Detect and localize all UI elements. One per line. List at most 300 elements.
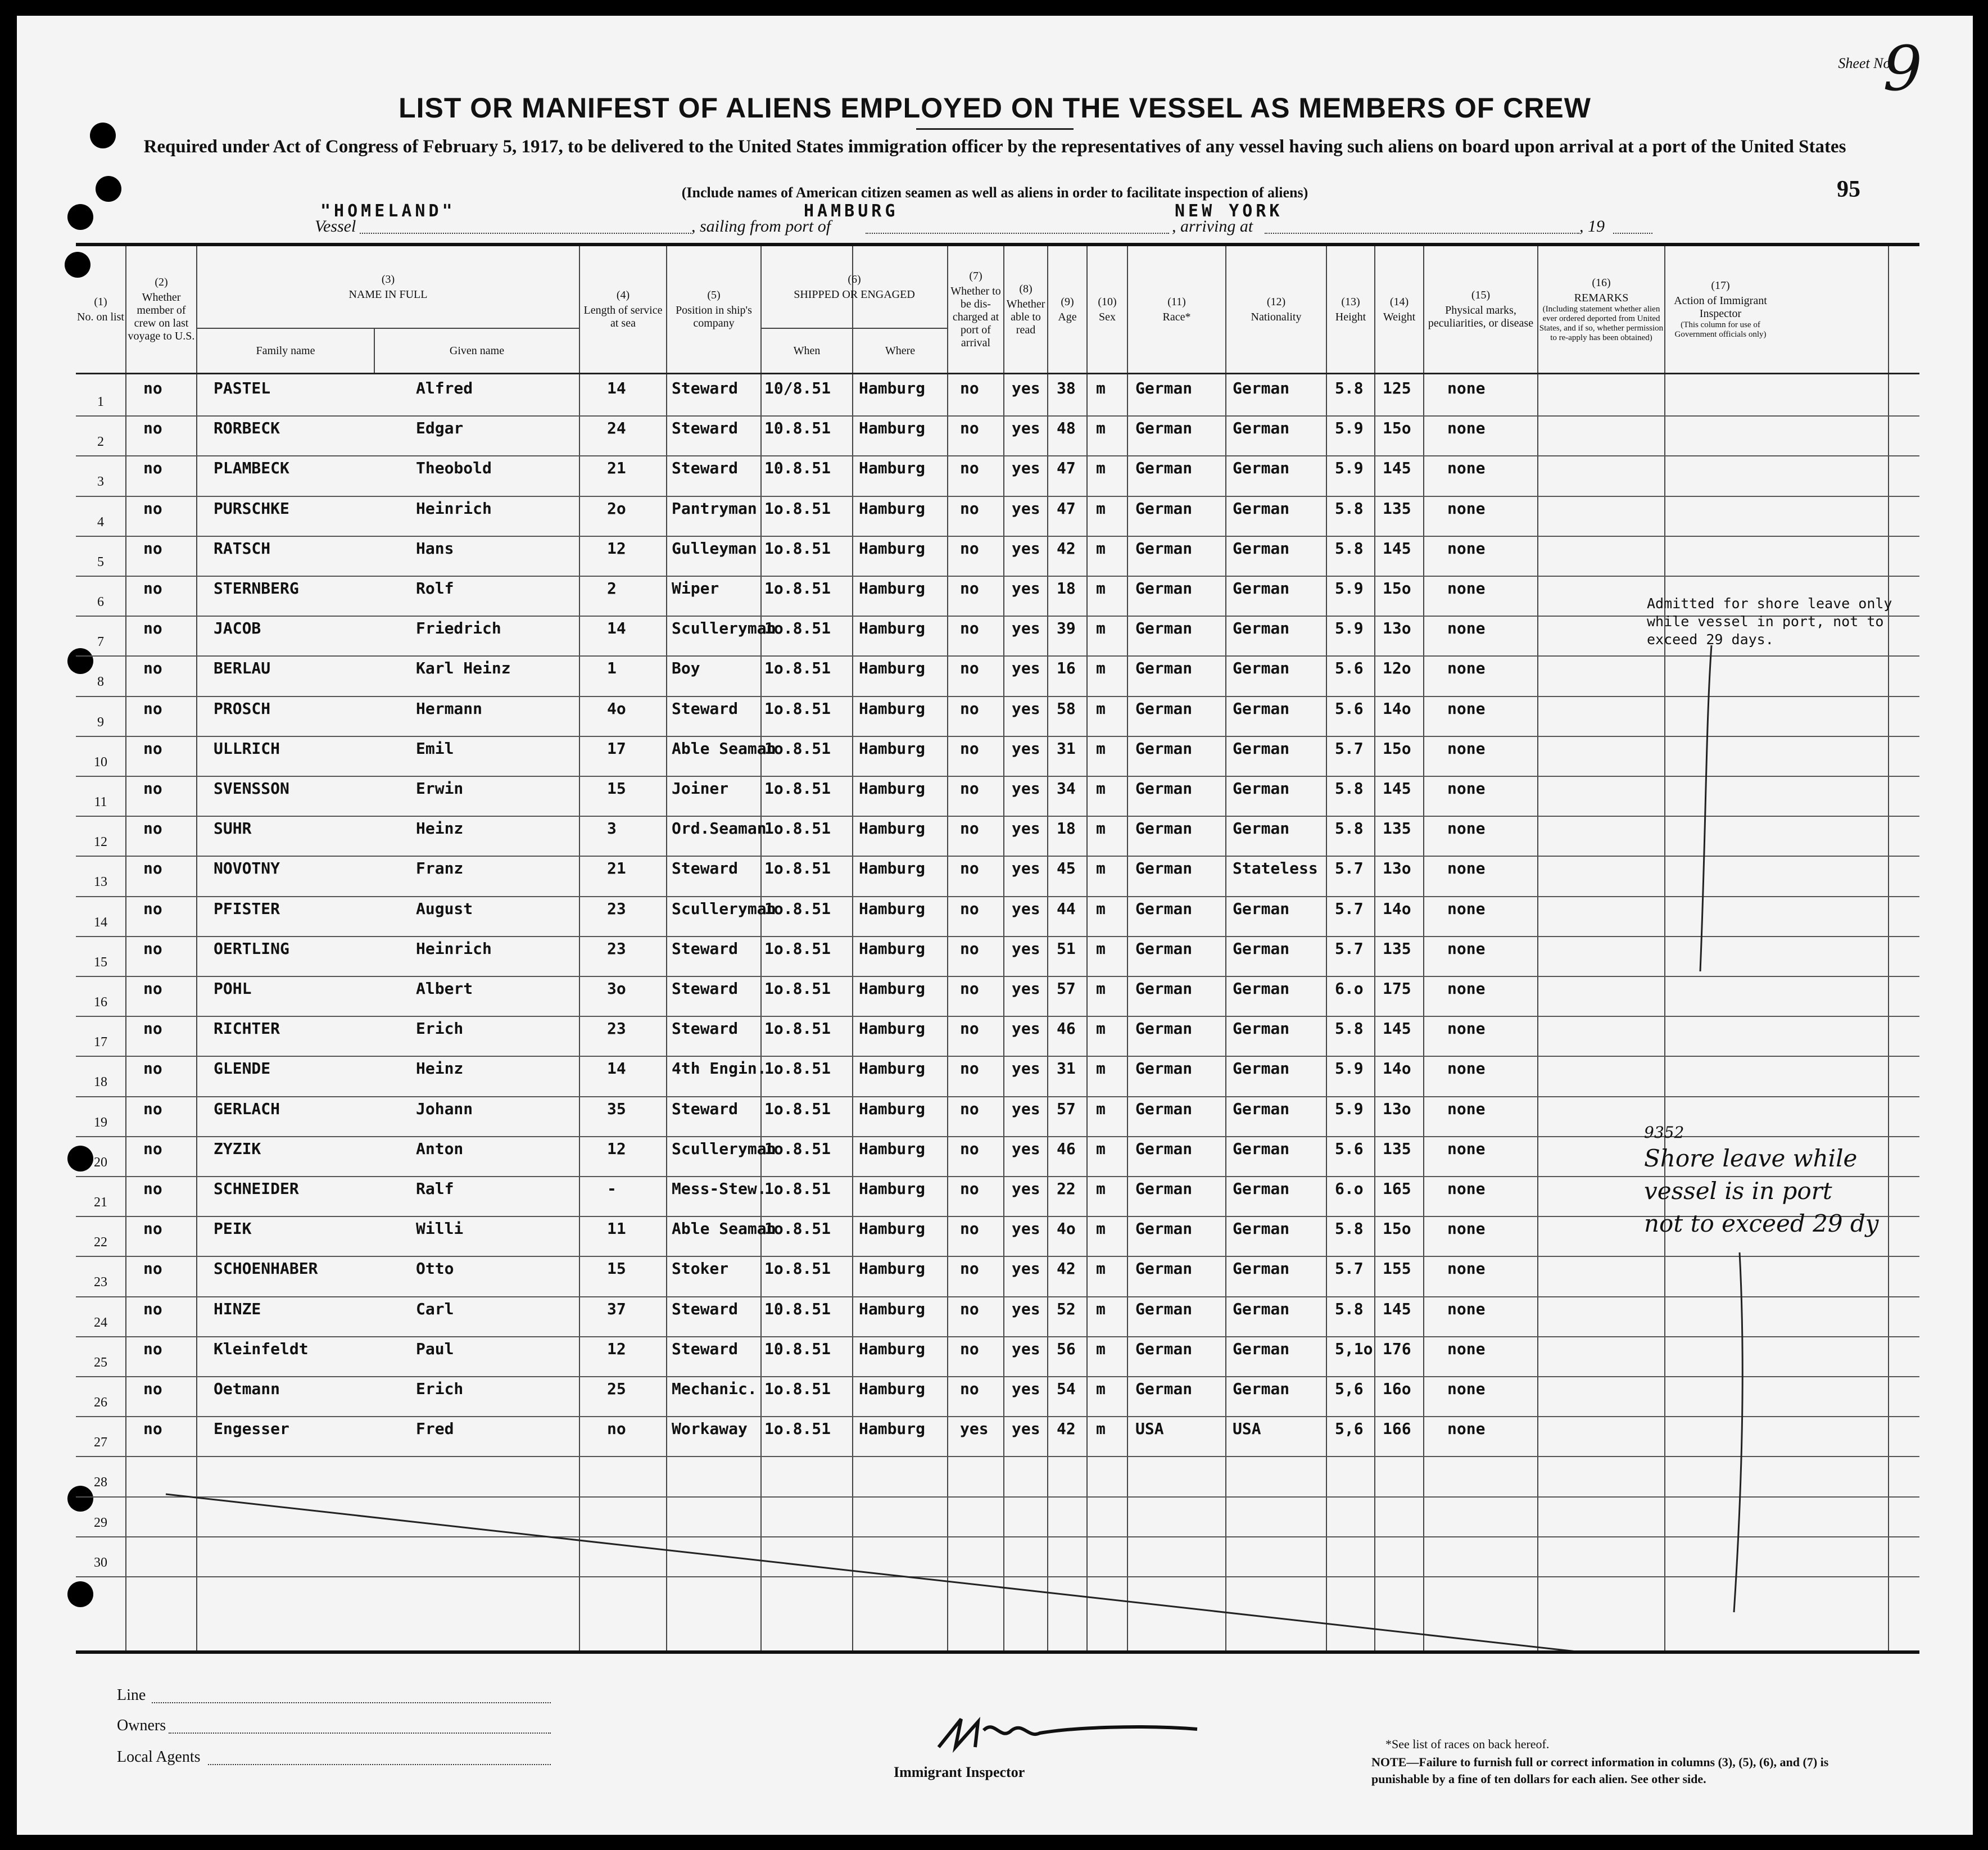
weight-cell: 12o [1383, 659, 1411, 678]
given-name-cell: Hans [416, 539, 454, 558]
weight-cell: 13o [1383, 859, 1411, 878]
vessel-line [309, 201, 1658, 235]
prev-crew-cell: no [143, 1059, 162, 1078]
row-number: 19 [94, 1115, 107, 1130]
marks-cell: none [1447, 379, 1486, 397]
read-cell: yes [1012, 819, 1040, 838]
read-cell: yes [1012, 939, 1040, 958]
shipped-where-cell: Hamburg [859, 499, 926, 518]
vessel-name: "HOMELAND" [320, 201, 456, 221]
sex-cell: m [1096, 579, 1106, 598]
shipped-where-cell: Hamburg [859, 1419, 926, 1439]
marks-cell: none [1447, 1019, 1486, 1038]
prev-crew-cell: no [143, 1139, 162, 1158]
family-name-cell: HINZE [214, 1299, 261, 1318]
race-cell: German [1135, 739, 1193, 758]
height-cell: 5.6 [1335, 659, 1364, 678]
service-cell: 11 [607, 1219, 626, 1238]
discharged-cell: no [960, 619, 979, 638]
nationality-cell: German [1233, 779, 1290, 798]
sex-cell: m [1096, 1179, 1106, 1198]
height-cell: 5,1o [1335, 1339, 1373, 1358]
service-cell: 14 [607, 1059, 626, 1078]
row-number: 15 [94, 955, 107, 970]
shipped-where-cell: Hamburg [859, 979, 926, 998]
weight-cell: 135 [1383, 1139, 1411, 1158]
age-cell: 46 [1057, 1139, 1076, 1158]
sex-cell: m [1096, 459, 1106, 478]
nationality-cell: German [1233, 1379, 1290, 1398]
weight-cell: 176 [1383, 1339, 1411, 1358]
race-cell: German [1135, 819, 1193, 838]
service-cell: - [607, 1179, 617, 1198]
race-cell: German [1135, 579, 1193, 598]
family-name-cell: BERLAU [214, 659, 271, 678]
height-cell: 5.7 [1335, 1259, 1364, 1278]
age-cell: 4o [1057, 1219, 1076, 1238]
weight-cell: 135 [1383, 939, 1411, 958]
header-read: (8) Whether able to read [1006, 282, 1045, 336]
race-cell: German [1135, 779, 1193, 798]
nationality-cell: German [1233, 1099, 1290, 1118]
height-cell: 6.o [1335, 979, 1364, 998]
read-cell: yes [1012, 699, 1040, 718]
header-name: (3) NAME IN FULL [348, 273, 428, 301]
race-cell: German [1135, 1339, 1193, 1358]
marks-cell: none [1447, 419, 1486, 438]
vessel-label: Vessel [315, 217, 356, 236]
prev-crew-cell: no [143, 699, 162, 718]
shipped-where-cell: Hamburg [859, 539, 926, 558]
shipped-where-cell: Hamburg [859, 1139, 926, 1158]
marks-cell: none [1447, 1339, 1486, 1358]
sex-cell: m [1096, 859, 1106, 878]
age-cell: 45 [1057, 859, 1076, 878]
weight-cell: 145 [1383, 1299, 1411, 1318]
row-number: 12 [94, 835, 107, 850]
prev-crew-cell: no [143, 419, 162, 438]
shipped-where-cell: Hamburg [859, 1099, 926, 1118]
title-rule [916, 128, 1074, 130]
discharged-cell: no [960, 1339, 979, 1358]
shipped-when-cell: 1o.8.51 [764, 659, 831, 678]
family-name-cell: ZYZIK [214, 1139, 261, 1158]
given-name-cell: Heinz [416, 819, 464, 838]
weight-cell: 15o [1383, 579, 1411, 598]
given-name-cell: Theobold [416, 459, 492, 478]
service-cell: 3 [607, 819, 617, 838]
shipped-where-cell: Hamburg [859, 1299, 926, 1318]
row-number: 25 [94, 1355, 107, 1370]
discharged-cell: no [960, 1259, 979, 1278]
read-cell: yes [1012, 499, 1040, 518]
family-name-cell: Engesser [214, 1419, 289, 1439]
read-cell: yes [1012, 539, 1040, 558]
height-cell: 5.9 [1335, 619, 1364, 638]
shipped-when-cell: 1o.8.51 [764, 699, 831, 718]
age-cell: 57 [1057, 1099, 1076, 1118]
sex-cell: m [1096, 1379, 1106, 1398]
header-nationality: (12) Nationality [1251, 295, 1302, 323]
nationality-cell: German [1233, 699, 1290, 718]
weight-cell: 16o [1383, 1379, 1411, 1398]
position-cell: Ord.Seaman [672, 819, 767, 838]
manifest-subtitle: Required under Act of Congress of February 5, 1917, to be delivered to the United States immigration officer by the representatives of any vessel having such aliens on board upon arrival at a port of the United States [143, 137, 1846, 157]
age-cell: 18 [1057, 579, 1076, 598]
row-number: 10 [94, 754, 107, 770]
service-cell: 35 [607, 1099, 626, 1118]
race-cell: German [1135, 979, 1193, 998]
sex-cell: m [1096, 379, 1106, 397]
sailing-label: , sailing from port of [691, 217, 831, 236]
discharged-cell: no [960, 1379, 979, 1398]
height-cell: 5.6 [1335, 699, 1364, 718]
header-family-name: Family name [256, 344, 315, 357]
family-name-cell: POHL [214, 979, 252, 998]
shipped-when-cell: 1o.8.51 [764, 939, 831, 958]
weight-cell: 15o [1383, 1219, 1411, 1238]
age-cell: 46 [1057, 1019, 1076, 1038]
shipped-where-cell: Hamburg [859, 699, 926, 718]
shipped-when-cell: 1o.8.51 [764, 499, 831, 518]
discharged-cell: no [960, 779, 979, 798]
prev-crew-cell: no [143, 539, 162, 558]
row-number: 14 [94, 915, 107, 930]
discharged-cell: no [960, 739, 979, 758]
height-cell: 5.8 [1335, 1299, 1364, 1318]
age-cell: 34 [1057, 779, 1076, 798]
read-cell: yes [1012, 859, 1040, 878]
read-cell: yes [1012, 579, 1040, 598]
shipped-where-cell: Hamburg [859, 1019, 926, 1038]
nationality-cell: German [1233, 899, 1290, 918]
position-cell: Steward [672, 1019, 739, 1038]
height-cell: 5.8 [1335, 539, 1364, 558]
marks-cell: none [1447, 1179, 1486, 1198]
prev-crew-cell: no [143, 499, 162, 518]
shipped-when-cell: 1o.8.51 [764, 1059, 831, 1078]
prev-crew-cell: no [143, 939, 162, 958]
header-weight: (14) Weight [1383, 295, 1416, 323]
sex-cell: m [1096, 619, 1106, 638]
row-number: 3 [97, 474, 104, 490]
marks-cell: none [1447, 779, 1486, 798]
inspector-label: Immigrant Inspector [894, 1764, 1025, 1780]
position-cell: Sculleryman [672, 899, 776, 918]
prev-crew-cell: no [143, 779, 162, 798]
height-cell: 5,6 [1335, 1379, 1364, 1398]
header-height: (13) Height [1335, 295, 1366, 323]
age-cell: 31 [1057, 739, 1076, 758]
read-cell: yes [1012, 1139, 1040, 1158]
marks-cell: none [1447, 899, 1486, 918]
shipped-where-cell: Hamburg [859, 619, 926, 638]
sex-cell: m [1096, 779, 1106, 798]
position-cell: Gulleyman [672, 539, 757, 558]
row-number: 28 [94, 1475, 107, 1490]
given-name-cell: Alfred [416, 379, 473, 397]
given-name-cell: Rolf [416, 579, 454, 598]
weight-cell: 135 [1383, 499, 1411, 518]
age-cell: 16 [1057, 659, 1076, 678]
penalty-note: NOTE—Failure to furnish full or correct information in columns (3), (5), (6), and (7) is punishable by a fine of ten dollars for each alien. See other side. [1371, 1755, 1829, 1786]
discharged-cell: no [960, 459, 979, 478]
age-cell: 22 [1057, 1179, 1076, 1198]
prev-crew-cell: no [143, 1099, 162, 1118]
row-number: 1 [97, 395, 104, 409]
family-name-cell: PURSCHKE [214, 499, 289, 518]
height-cell: 5.7 [1335, 859, 1364, 878]
nationality-cell: Stateless [1233, 859, 1318, 878]
weight-cell: 13o [1383, 1099, 1411, 1118]
remarks-handwritten: 9352 Shore leave while vessel is in port not to exceed 29 dy [1644, 1123, 1879, 1237]
prev-crew-cell: no [143, 1219, 162, 1238]
crew-table [76, 246, 1919, 1652]
height-cell: 5.8 [1335, 779, 1364, 798]
age-cell: 52 [1057, 1299, 1076, 1318]
family-name-cell: SVENSSON [214, 779, 289, 798]
row-number: 2 [97, 435, 104, 450]
header-sex: (10) Sex [1098, 295, 1117, 323]
marks-cell: none [1447, 939, 1486, 958]
weight-cell: 145 [1383, 459, 1411, 478]
marks-cell: none [1447, 1059, 1486, 1078]
age-cell: 42 [1057, 1259, 1076, 1278]
weight-cell: 15o [1383, 419, 1411, 438]
position-cell: Able Seaman [672, 739, 776, 758]
discharged-cell: no [960, 499, 979, 518]
discharged-cell: no [960, 859, 979, 878]
inspector-signature [927, 1708, 1208, 1758]
given-name-cell: Erwin [416, 779, 464, 798]
race-cell: German [1135, 1059, 1193, 1078]
sex-cell: m [1096, 939, 1106, 958]
race-cell: German [1135, 899, 1193, 918]
race-cell: German [1135, 1139, 1193, 1158]
discharged-cell: no [960, 699, 979, 718]
marks-cell: none [1447, 859, 1486, 878]
nationality-cell: German [1233, 579, 1290, 598]
shipped-where-cell: Hamburg [859, 1379, 926, 1398]
row-number: 16 [94, 995, 107, 1010]
given-name-cell: Hermann [416, 699, 483, 718]
service-cell: 24 [607, 419, 626, 438]
given-name-cell: August [416, 899, 473, 918]
shipped-where-cell: Hamburg [859, 379, 926, 397]
age-cell: 54 [1057, 1379, 1076, 1398]
service-cell: 14 [607, 619, 626, 638]
header-discharged: (7) Whether to be dis-charged at port of arrival [950, 269, 1001, 349]
age-cell: 56 [1057, 1339, 1076, 1358]
age-cell: 42 [1057, 1419, 1076, 1439]
race-cell: German [1135, 1219, 1193, 1238]
shipped-when-cell: 10.8.51 [764, 419, 831, 438]
sex-cell: m [1096, 1419, 1106, 1439]
given-name-cell: Erich [416, 1379, 464, 1398]
marks-cell: none [1447, 1099, 1486, 1118]
read-cell: yes [1012, 739, 1040, 758]
nationality-cell: German [1233, 1179, 1290, 1198]
nationality-cell: German [1233, 979, 1290, 998]
race-cell: German [1135, 419, 1193, 438]
marks-cell: none [1447, 1379, 1486, 1398]
row-number: 20 [94, 1155, 107, 1170]
marks-cell: none [1447, 699, 1486, 718]
row-number: 13 [94, 875, 107, 890]
sex-cell: m [1096, 899, 1106, 918]
service-cell: 15 [607, 779, 626, 798]
position-cell: Sculleryman [672, 1139, 776, 1158]
position-cell: Boy [672, 659, 700, 678]
header-remarks: (16) REMARKS (Including statement whether alien ever ordered deported from United States, and if so, whether permission to re-apply has been obtained) [1539, 276, 1664, 342]
marks-cell: none [1447, 739, 1486, 758]
read-cell: yes [1012, 1259, 1040, 1278]
prev-crew-cell: no [143, 899, 162, 918]
weight-cell: 14o [1383, 699, 1411, 718]
race-cell: German [1135, 619, 1193, 638]
given-name-cell: Otto [416, 1259, 454, 1278]
age-cell: 42 [1057, 539, 1076, 558]
read-cell: yes [1012, 1299, 1040, 1318]
given-name-cell: Johann [416, 1099, 473, 1118]
service-cell: 12 [607, 1139, 626, 1158]
header-race: (11) Race* [1162, 295, 1191, 323]
prev-crew-cell: no [143, 819, 162, 838]
service-cell: 23 [607, 939, 626, 958]
nationality-cell: German [1233, 819, 1290, 838]
weight-cell: 175 [1383, 979, 1411, 998]
row-number: 4 [97, 514, 104, 530]
nationality-cell: German [1233, 1019, 1290, 1038]
marks-cell: none [1447, 979, 1486, 998]
shipped-where-cell: Hamburg [859, 939, 926, 958]
race-cell: German [1135, 699, 1193, 718]
family-name-cell: Oetmann [214, 1379, 280, 1398]
sex-cell: m [1096, 1339, 1106, 1358]
row-number: 5 [97, 554, 104, 569]
row-number: 7 [97, 635, 104, 650]
shipped-when-cell: 10.8.51 [764, 459, 831, 478]
race-cell: German [1135, 499, 1193, 518]
row-number: 11 [94, 795, 107, 809]
position-cell: 4th Engin. [672, 1059, 767, 1078]
position-cell: Mechanic. [672, 1379, 757, 1398]
header-given-name: Given name [449, 344, 505, 357]
family-name-cell: RORBECK [214, 419, 280, 438]
weight-cell: 13o [1383, 619, 1411, 638]
given-name-cell: Erich [416, 1019, 464, 1038]
shipped-where-cell: Hamburg [859, 899, 926, 918]
position-cell: Sculleryman [672, 619, 776, 638]
shipped-when-cell: 1o.8.51 [764, 1179, 831, 1198]
given-name-cell: Heinrich [416, 499, 492, 518]
position-cell: Stoker [672, 1259, 729, 1278]
prev-crew-cell: no [143, 1299, 162, 1318]
height-cell: 5,6 [1335, 1419, 1364, 1439]
shipped-where-cell: Hamburg [859, 779, 926, 798]
arriving-label: , arriving at [1172, 217, 1253, 236]
read-cell: yes [1012, 1339, 1040, 1358]
given-name-cell: Willi [416, 1219, 464, 1238]
shipped-where-cell: Hamburg [859, 419, 926, 438]
nationality-cell: German [1233, 619, 1290, 638]
remarks-ditto-line [1723, 1247, 1768, 1618]
weight-cell: 14o [1383, 899, 1411, 918]
cancel-strikethrough [76, 246, 1919, 1652]
row-number: 29 [94, 1515, 107, 1530]
family-name-cell: JACOB [214, 619, 261, 638]
marks-cell: none [1447, 1259, 1486, 1278]
sex-cell: m [1096, 1259, 1106, 1278]
given-name-cell: Fred [416, 1419, 454, 1439]
given-name-cell: Ralf [416, 1179, 454, 1198]
height-cell: 5.8 [1335, 379, 1364, 397]
discharged-cell: no [960, 1099, 979, 1118]
row-number: 9 [97, 714, 104, 730]
row-number: 6 [97, 595, 104, 609]
family-name-cell: SCHNEIDER [214, 1179, 299, 1198]
prev-crew-cell: no [143, 1339, 162, 1358]
read-cell: yes [1012, 1379, 1040, 1398]
nationality-cell: German [1233, 1299, 1290, 1318]
sex-cell: m [1096, 499, 1106, 518]
sex-cell: m [1096, 1219, 1106, 1238]
position-cell: Steward [672, 859, 739, 878]
marks-cell: none [1447, 499, 1486, 518]
height-cell: 5.9 [1335, 1059, 1364, 1078]
page-number: 95 [1837, 177, 1860, 202]
nationality-cell: German [1233, 1219, 1290, 1238]
discharged-cell: no [960, 1019, 979, 1038]
marks-cell: none [1447, 1219, 1486, 1238]
nationality-cell: German [1233, 499, 1290, 518]
sex-cell: m [1096, 1059, 1106, 1078]
discharged-cell: no [960, 379, 979, 397]
shipped-when-cell: 1o.8.51 [764, 539, 831, 558]
shipped-when-cell: 1o.8.51 [764, 1019, 831, 1038]
position-cell: Steward [672, 939, 739, 958]
age-cell: 51 [1057, 939, 1076, 958]
shipped-when-cell: 1o.8.51 [764, 1259, 831, 1278]
shipped-when-cell: 1o.8.51 [764, 779, 831, 798]
weight-cell: 14o [1383, 1059, 1411, 1078]
position-cell: Wiper [672, 579, 719, 598]
header-prev-crew: (2) Whether member of crew on last voyage to U.S. [128, 276, 195, 342]
position-cell: Able Seaman [672, 1219, 776, 1238]
read-cell: yes [1012, 419, 1040, 438]
shipped-when-cell: 1o.8.51 [764, 1219, 831, 1238]
race-cell: German [1135, 939, 1193, 958]
age-cell: 31 [1057, 1059, 1076, 1078]
weight-cell: 145 [1383, 779, 1411, 798]
marks-cell: none [1447, 459, 1486, 478]
height-cell: 5.7 [1335, 739, 1364, 758]
sex-cell: m [1096, 1299, 1106, 1318]
shipped-when-cell: 1o.8.51 [764, 619, 831, 638]
marks-cell: none [1447, 659, 1486, 678]
shipped-when-cell: 10.8.51 [764, 1339, 831, 1358]
race-cell: German [1135, 1259, 1193, 1278]
prev-crew-cell: no [143, 1179, 162, 1198]
age-cell: 38 [1057, 379, 1076, 397]
nationality-cell: German [1233, 419, 1290, 438]
sex-cell: m [1096, 819, 1106, 838]
race-cell: German [1135, 659, 1193, 678]
family-name-cell: SCHOENHABER [214, 1259, 318, 1278]
header-where: Where [885, 344, 916, 357]
race-cell: German [1135, 1099, 1193, 1118]
family-name-cell: ULLRICH [214, 739, 280, 758]
